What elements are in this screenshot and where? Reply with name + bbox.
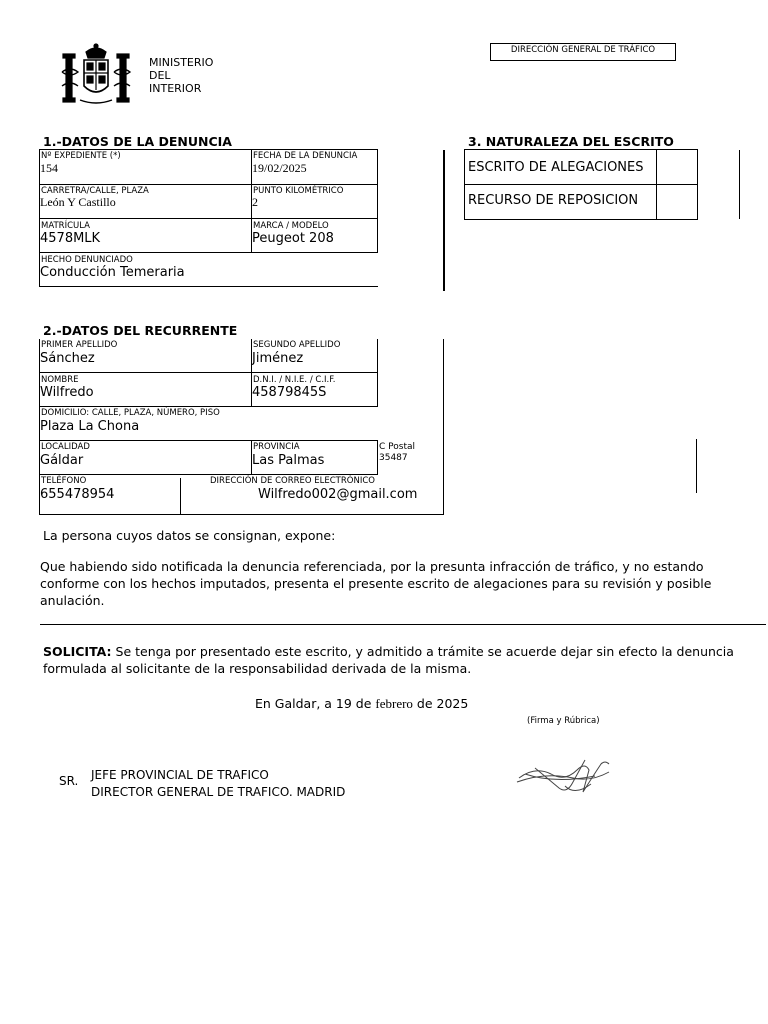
section2-title: 2.-DATOS DEL RECURRENTE [43,323,238,338]
telefono-label: TELÉFONO [41,476,87,486]
option-escrito-alegaciones: ESCRITO DE ALEGACIONES [468,160,644,175]
s2-line-3 [39,440,378,441]
matricula-field[interactable]: 4578MLK [40,231,101,246]
s1-separator [443,150,445,291]
solicita-paragraph [43,643,734,677]
s1-right-border-partial [377,149,378,252]
nombre-label: NOMBRE [41,375,79,385]
recipient-line-2: DIRECTOR GENERAL DE TRAFICO. MADRID [91,785,346,799]
s2-line-1 [39,372,378,373]
option-recurso-reposicion: RECURSO DE REPOSICION [468,193,639,208]
solicita-line-1: Se tenga por presentado este escrito, y admitido a trámite se acuerde dejar sin efecto la denuncia [111,644,734,659]
nombre-field[interactable]: Wilfredo [40,385,94,400]
km-field[interactable]: 2 [252,195,258,209]
solicita-label: SOLICITA: [43,644,112,659]
place-date-prefix: En Galdar, a 19 de [255,696,376,711]
dgt-header-box [490,43,676,61]
s2-line-2 [39,406,378,407]
s1-line-3 [39,218,378,219]
domicilio-field[interactable]: Plaza La Chona [40,419,140,434]
alegaciones-paragraph [40,558,711,609]
recipient-line-1: JEFE PROVINCIAL DE TRAFICO [91,768,269,782]
hecho-label: HECHO DENUNCIADO [41,255,133,265]
s1-line-4 [39,252,378,253]
cpostal-label: C Postal [379,442,415,452]
localidad-field[interactable]: Gáldar [40,453,84,468]
signature-image [515,756,615,798]
paragraph-line-1: Que habiendo sido notificada la denuncia referenciada, por la presunta infracción de tráfico, y no estando [40,559,704,574]
sr-label: SR. [59,774,79,788]
s2-right-border-2 [377,440,378,474]
place-date [255,695,468,712]
s3-outer-right [739,150,740,219]
s2-bottom-line [39,514,444,515]
s2-outer-right [443,339,444,515]
ministry-name [149,56,213,95]
s2-right-border [377,339,378,406]
s2-line-4 [39,474,378,475]
provincia-label: PROVINCIA [253,442,300,452]
apellido2-label: SEGUNDO APELLIDO [253,340,341,350]
section1-title: 1.-DATOS DE LA DENUNCIA [43,134,232,149]
apellido2-field[interactable]: Jiménez [252,351,304,366]
telefono-field[interactable]: 655478954 [40,487,115,502]
section3-title: 3. NATURALEZA DEL ESCRITO [468,134,674,149]
hecho-field[interactable]: Conducción Temeraria [40,265,185,280]
apellido1-field[interactable]: Sánchez [40,351,95,366]
place-date-month: febrero [375,696,413,711]
expone-text: La persona cuyos datos se consignan, expone: [43,528,336,543]
checkbox-recurso-reposicion[interactable] [657,185,696,218]
paragraph-line-3: anulación. [40,593,105,608]
carretera-label: CARRETRA/CALLE, PLAZA [41,186,149,196]
ministry-line-2: DEL [149,69,171,82]
recipient [91,767,345,801]
solicita-line-2: formulada al solicitante de la responsabilidad derivada de la misma. [43,661,472,676]
km-label: PUNTO KILOMÉTRICO [253,186,344,196]
coat-of-arms-icon [58,42,134,108]
dgt-header-text: DIRECCIÓN GENERAL DE TRÁFICO [510,45,656,55]
marca-field[interactable]: Peugeot 208 [252,231,334,246]
matricula-label: MATRÍCULA [41,221,90,231]
apellido1-label: PRIMER APELLIDO [41,340,118,350]
expediente-field[interactable]: 154 [40,161,58,175]
localidad-label: LOCALIDAD [41,442,90,452]
carretera-field[interactable]: León Y Castillo [40,195,116,209]
ministry-line-3: INTERIOR [149,82,202,95]
s2-far-right [696,439,697,493]
paragraph-line-2: conforme con los hechos imputados, presenta el presente escrito de alegaciones para su revisión y posible [40,576,712,591]
s1-top-line [39,149,378,150]
email-field[interactable]: Wilfredo002@gmail.com [258,487,418,502]
s2-tel-divider [180,478,181,514]
s1-line-2 [39,184,378,185]
checkbox-escrito-alegaciones[interactable] [657,150,696,184]
cpostal-field[interactable]: 35487 [379,453,408,463]
dni-field[interactable]: 45879845S [252,385,327,400]
fecha-label: FECHA DE LA DENUNCIA [253,151,358,161]
email-label: DIRECCIÓN DE CORREO ELECTRÓNICO [210,476,375,486]
ministry-line-1: MINISTERIO [149,56,214,69]
firma-label: (Firma y Rúbrica) [527,716,600,726]
expediente-label: Nº EXPEDIENTE (*) [41,151,121,161]
domicilio-label: DOMICILIO: CALLE, PLAZA, NÚMERO, PISO [41,408,220,418]
dni-label: D.N.I. / N.I.E. / C.I.F. [253,375,336,385]
marca-label: MARCA / MODELO [253,221,329,231]
place-date-year: de 2025 [412,696,469,711]
s1-bottom-line [39,286,378,287]
provincia-field[interactable]: Las Palmas [252,453,325,468]
fecha-field[interactable]: 19/02/2025 [252,161,307,175]
solicita-separator [40,624,766,625]
